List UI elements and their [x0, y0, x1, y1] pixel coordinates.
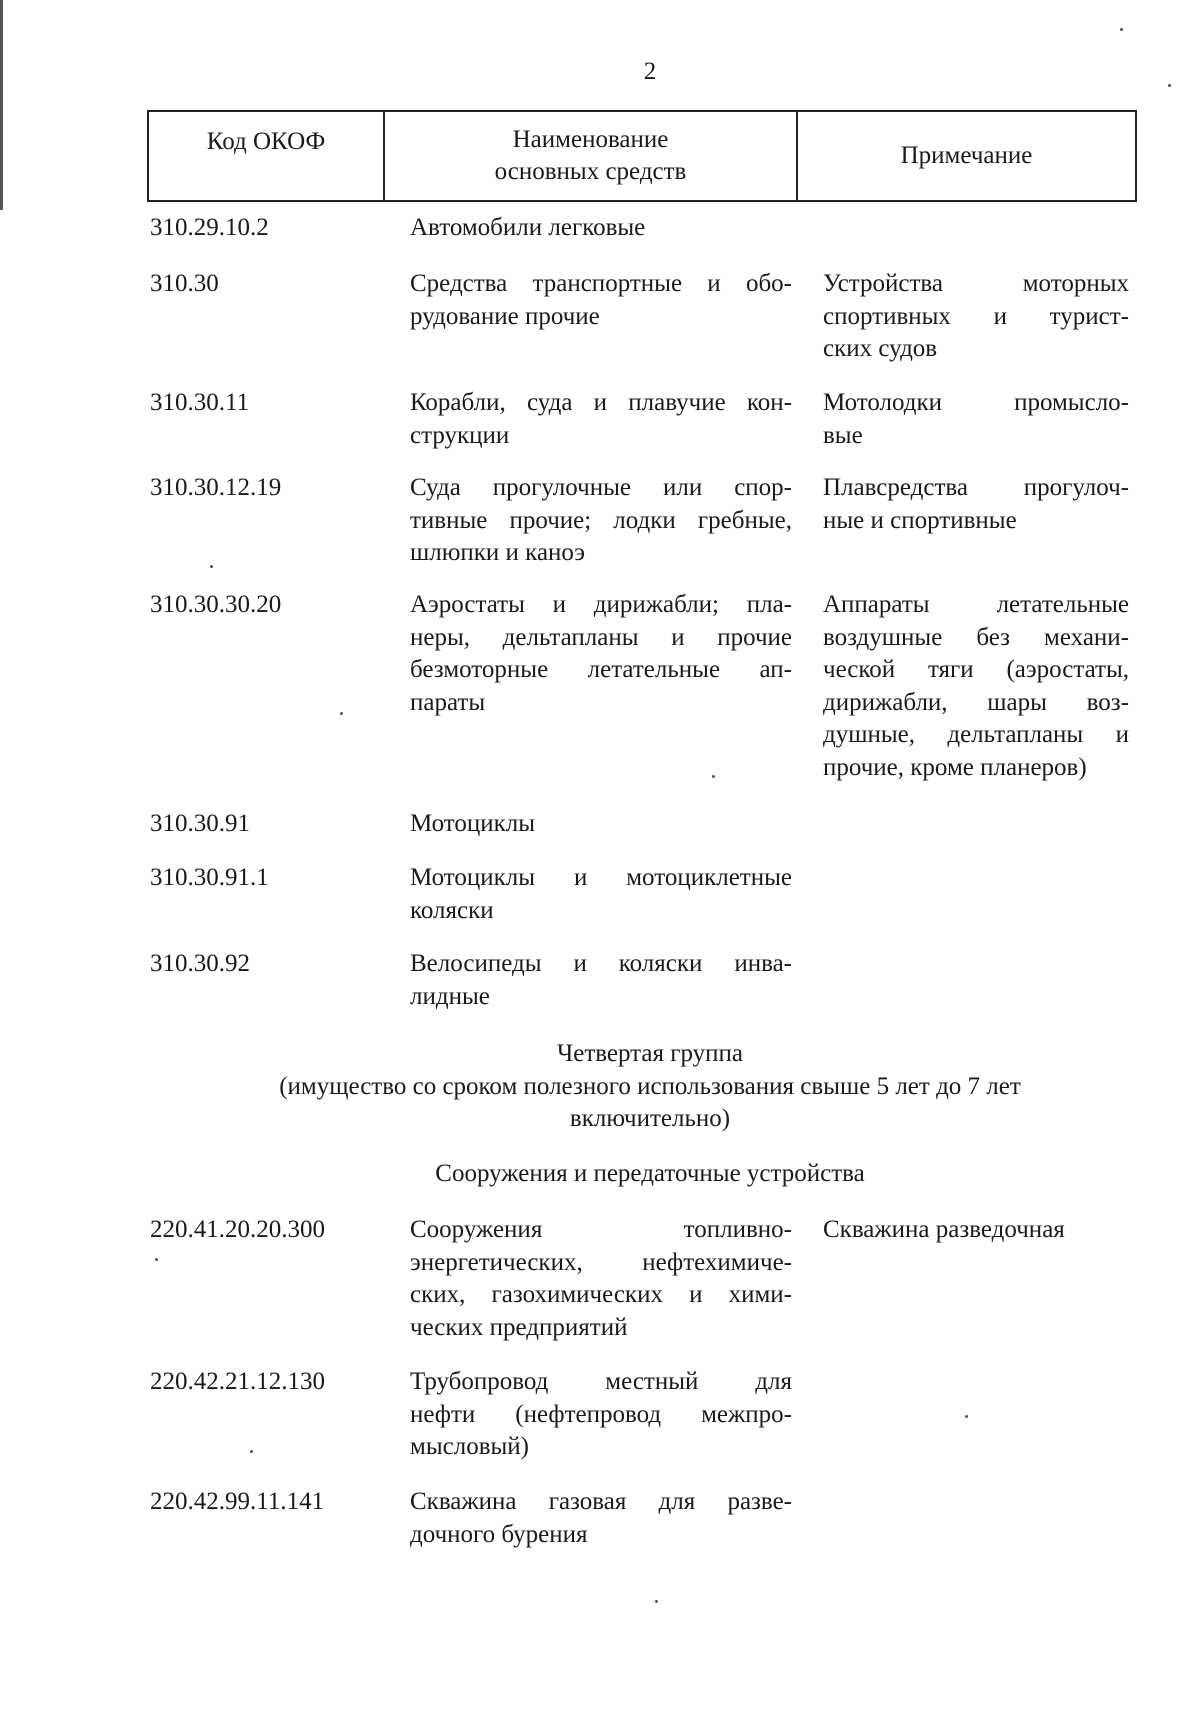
row-name: [410, 1214, 792, 1344]
table-header: [147, 110, 1137, 202]
scan-edge-mark: [0, 0, 3, 210]
row-code: 310.29.10.2: [150, 214, 269, 241]
name-line: энергетических, нефтехимиче-: [410, 1248, 792, 1276]
name-line: Мотоциклы: [410, 810, 536, 837]
header-note: Примечание: [900, 142, 1033, 169]
header-name: [385, 112, 798, 200]
note-line: Скважина разведочная: [823, 1216, 1065, 1243]
note-line: Аппараты летательные: [823, 591, 1129, 618]
name-line: неры, дельтапланы и прочие: [410, 623, 792, 651]
page-number: 2: [643, 58, 657, 85]
row-note: [823, 589, 1129, 784]
row-name: [410, 589, 792, 719]
note-line: ные и спортивные: [823, 506, 1017, 534]
scan-speck: [1168, 84, 1171, 87]
note-line: Плавсредства прогулоч-: [823, 474, 1129, 501]
row-code: 220.42.21.12.130: [150, 1368, 325, 1395]
row-code: 310.30.92: [150, 950, 250, 977]
name-line: лидные: [410, 982, 490, 1010]
name-line: шлюпки и каноэ: [410, 539, 585, 566]
name-line: Автомобили легковые: [410, 214, 646, 241]
row-note: [823, 1214, 1129, 1247]
name-line: коляски: [410, 896, 494, 924]
row-name: [410, 948, 792, 1013]
name-line: мысловый): [410, 1433, 529, 1460]
name-line: дочного бурения: [410, 1520, 588, 1548]
row-code: 220.41.20.20.300: [150, 1216, 325, 1243]
row-code: 310.30.91.1: [150, 864, 269, 891]
name-line: ческих предприятий: [410, 1313, 628, 1341]
row-name: [410, 472, 792, 570]
note-line: ческой тяги (аэростаты,: [823, 656, 1129, 683]
scan-speck: [965, 1415, 968, 1418]
note-line: прочие, кроме планеров): [823, 753, 1087, 781]
row-name: [410, 1366, 792, 1464]
scan-speck: [1120, 28, 1123, 31]
note-line: воздушные без механи-: [823, 623, 1129, 651]
group-subtitle: включительно): [569, 1105, 731, 1132]
name-line: тивные прочие; лодки гребные,: [410, 506, 792, 534]
row-code: 310.30.12.19: [150, 474, 282, 501]
name-line: нефти (нефтепровод межпро-: [410, 1400, 792, 1428]
row-name: [410, 212, 792, 245]
note-line: вые: [823, 421, 863, 449]
section-subheading: Сооружения и передаточные устройства: [435, 1160, 865, 1187]
row-name: [410, 387, 792, 452]
row-code: 220.42.99.11.141: [150, 1488, 325, 1515]
name-line: Аэростаты и дирижабли; пла-: [410, 591, 792, 618]
row-code: 310.30.91: [150, 810, 250, 837]
note-line: душные, дельтапланы и: [823, 721, 1129, 748]
row-name: [410, 862, 792, 927]
name-line: Мотоциклы и мотоциклетные: [410, 864, 792, 891]
scan-speck: [210, 565, 213, 568]
row-code: 310.30.30.20: [150, 591, 282, 618]
note-line: Мотолодки промысло-: [823, 389, 1129, 416]
name-line: Сооружения топливно-: [410, 1216, 792, 1243]
header-name-line: основных средств: [494, 158, 687, 185]
note-line: ских судов: [823, 335, 938, 362]
row-name: [410, 1486, 792, 1551]
name-line: струкции: [410, 421, 510, 449]
group-subtitle: (имущество со сроком полезного использования свыше 5 лет до 7 лет: [279, 1072, 1021, 1100]
group-title: Четвертая группа: [556, 1040, 744, 1067]
name-line: ских, газохимических и хими-: [410, 1281, 792, 1308]
name-line: Скважина газовая для разве-: [410, 1488, 792, 1515]
row-code: 310.30.11: [150, 389, 250, 416]
scan-speck: [250, 1450, 253, 1453]
name-line: Корабли, суда и плавучие кон-: [410, 389, 792, 416]
row-name: [410, 268, 792, 333]
name-line: Средства транспортные и обо-: [410, 270, 792, 297]
row-note: [823, 387, 1129, 452]
row-code: 310.30: [150, 270, 219, 297]
row-note: [823, 472, 1129, 537]
scan-speck: [655, 1600, 658, 1603]
row-note: [823, 268, 1129, 366]
name-line: рудование прочие: [410, 302, 600, 330]
note-line: спортивных и турист-: [823, 302, 1129, 330]
row-name: [410, 808, 792, 841]
group-heading: [0, 1038, 1200, 1136]
name-line: Трубопровод местный для: [410, 1368, 792, 1395]
name-line: параты: [410, 688, 486, 716]
name-line: Суда прогулочные или спор-: [410, 474, 792, 501]
header-code: Код ОКОФ: [149, 112, 385, 200]
header-name-line: Наименование: [512, 126, 669, 153]
note-line: Устройства моторных: [823, 270, 1129, 297]
scan-speck: [155, 1258, 158, 1261]
note-line: дирижабли, шары воз-: [823, 688, 1129, 716]
name-line: Велосипеды и коляски инва-: [410, 950, 792, 977]
scan-speck: [712, 775, 715, 778]
scan-speck: [340, 712, 343, 715]
name-line: безмоторные летательные ап-: [410, 656, 792, 683]
